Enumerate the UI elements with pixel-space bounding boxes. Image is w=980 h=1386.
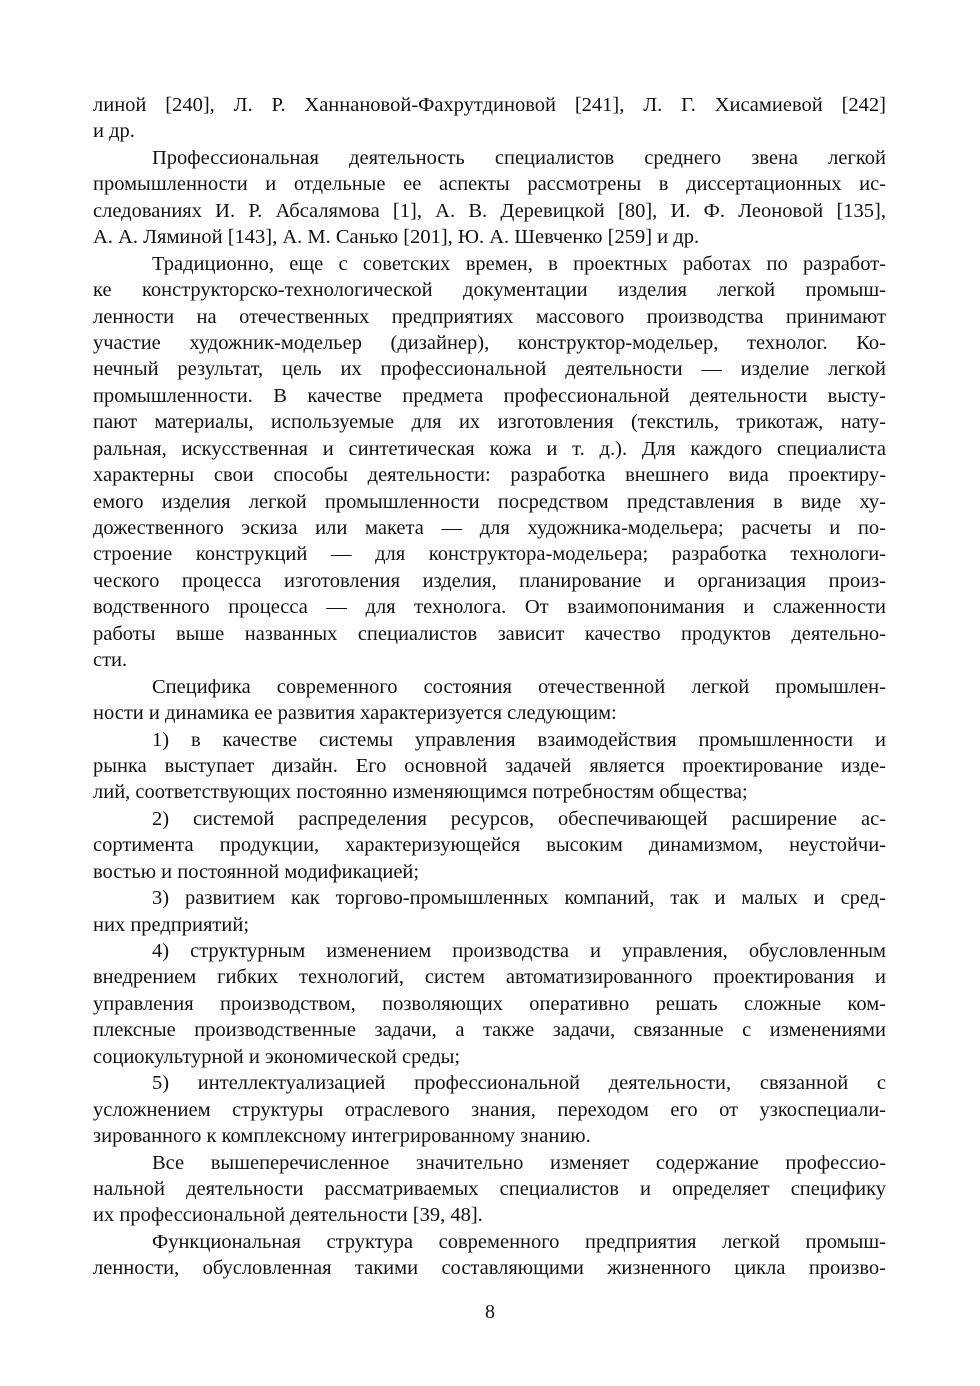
paragraph — [93, 938, 886, 1070]
text-line: дожественного эскиза или макета — для художника-модельера; расчеты и по- — [93, 517, 886, 539]
text-line: их профессиональной деятельности [39, 48]. — [93, 1204, 483, 1227]
text-line: водственного процесса — для технолога. От взаимопонимания и слаженности — [93, 596, 886, 619]
text-line: 3) развитием как торгово-промышленных компаний, так и малых и сред- — [152, 887, 886, 910]
text-line: востью и постоянной модификацией; — [93, 860, 420, 883]
text-line: пают материалы, используемые для их изготовления (текстиль, трикотаж, нату- — [93, 411, 886, 434]
text-line: нальной деятельности рассматриваемых специалистов и определяет специфику — [93, 1177, 886, 1200]
text-line: управления производством, позволяющих оперативно решать сложные ком- — [93, 992, 886, 1015]
text-line: А. А. Ляминой [143], А. М. Санько [201], Ю. А. Шевченко [259] и др. — [93, 226, 700, 249]
text-line: характерны свои способы деятельности: разработка внешнего вида проектиру- — [93, 464, 886, 487]
text-line: социокультурной и экономической среды; — [93, 1045, 461, 1068]
paragraph — [93, 92, 886, 145]
paragraph — [93, 1070, 886, 1149]
text-line: лий, соответствующих постоянно изменяющимся потребностям общества; — [93, 781, 748, 804]
text-line: 5) интеллектуализацией профессиональной деятельности, связанной с — [152, 1072, 886, 1095]
text-line: Функциональная структура современного предприятия легкой промыш- — [152, 1230, 886, 1253]
text-line: и др. — [93, 120, 135, 143]
text-line: Традиционно, еще с советских времен, в проектных работах по разработ- — [152, 252, 886, 275]
text-line: ческого процесса изготовления изделия, планирование и организация произ- — [93, 569, 886, 592]
text-line: линой [240], Л. Р. Ханнановой-Фахрутдиновой [241], Л. Г. Хисамиевой [242] — [93, 94, 886, 116]
text-line: сортимента продукции, характеризующейся высоким динамизмом, неустойчи- — [93, 834, 886, 857]
text-line: емого изделия легкой промышленности посредством представления в виде ху- — [93, 490, 886, 513]
text-line: 1) в качестве системы управления взаимодействия промышленности и — [152, 728, 886, 751]
paragraph — [93, 885, 886, 938]
text-line: ральная, искусственная и синтетическая кожа и т. д.). Для каждого специалиста — [93, 437, 886, 460]
paragraph — [93, 145, 886, 251]
text-line: них предприятий; — [93, 913, 250, 936]
text-line: следованиях И. Р. Абсалямова [1], А. В. Деревицкой [80], И. Ф. Леоновой [135], — [93, 199, 886, 222]
text-line: ленности на отечественных предприятиях массового производства принимают — [93, 305, 886, 328]
text-line: работы выше названных специалистов зависит качество продуктов деятельно- — [93, 622, 886, 645]
text-line: сти. — [93, 649, 128, 672]
text-line: Специфика современного состояния отечественной легкой промышлен- — [152, 675, 886, 698]
text-line: 4) структурным изменением производства и управления, обусловленным — [152, 940, 886, 962]
text-line: внедрением гибких технологий, систем автоматизированного проектирования и — [93, 966, 886, 989]
paragraph — [93, 674, 886, 727]
text-line: строение конструкций — для конструктора-модельера; разработка технологи- — [93, 543, 886, 566]
text-line: зированного к комплексному интегрированному знанию. — [93, 1125, 591, 1148]
text-line: плексные производственные задачи, а также задачи, связанные с изменениями — [93, 1019, 886, 1042]
text-line: ности и динамика ее развития характеризуется следующим: — [93, 702, 617, 725]
paragraph — [93, 251, 886, 674]
text-line: промышленности. В качестве предмета профессиональной деятельности высту- — [93, 384, 886, 407]
paragraph — [93, 1150, 886, 1229]
text-line: усложнением структуры отраслевого знания, переходом его от узкоспециали- — [93, 1098, 886, 1121]
text-line: нечный результат, цель их профессиональной деятельности — изделие легкой — [93, 358, 886, 381]
text-line: 2) системой распределения ресурсов, обеспечивающей расширение ас- — [152, 807, 886, 830]
paragraph — [93, 1229, 886, 1282]
text-line: промышленности и отдельные ее аспекты рассмотрены в диссертационных ис- — [93, 173, 886, 196]
text-line: ке конструкторско-технологической документации изделия легкой промыш- — [93, 279, 886, 302]
paragraph — [93, 727, 886, 806]
text-line: рынка выступает дизайн. Его основной задачей является проектирование изде- — [93, 754, 886, 777]
text-line: Все вышеперечисленное значительно изменяет содержание профессио- — [152, 1151, 886, 1174]
page-number: 8 — [485, 1301, 495, 1323]
text-line: Профессиональная деятельность специалистов среднего звена легкой — [152, 146, 886, 169]
text-line: ленности, обусловленная такими составляющими жизненного цикла произво- — [93, 1257, 886, 1280]
body-text — [93, 92, 886, 1282]
text-line: участие художник-модельер (дизайнер), конструктор-модельер, технолог. Ко- — [93, 331, 886, 354]
paragraph — [93, 806, 886, 885]
